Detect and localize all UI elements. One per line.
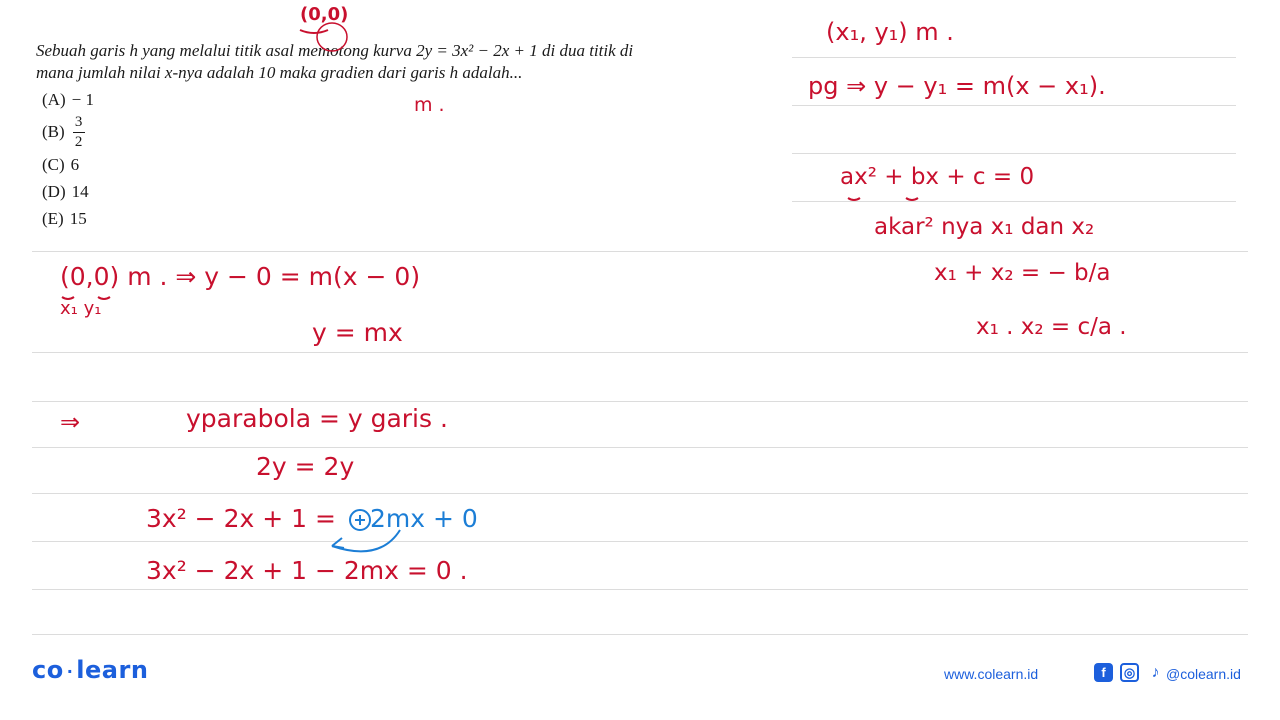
instagram-icon[interactable]: ◎ (1120, 663, 1139, 682)
ink-underline (848, 198, 918, 200)
hw-substitution: 3x² − 2x + 1 = (146, 504, 336, 533)
hw-sum-roots: x₁ + x₂ = − b/a (934, 260, 1111, 286)
hw-2y-equals-2y: 2y = 2y (256, 452, 355, 481)
hw-point-gradient: (x₁, y₁) m . (826, 18, 954, 46)
option-b: (B) $\frac{3}{2}$ (42, 113, 94, 151)
tiktok-icon[interactable]: ♪ (1151, 663, 1160, 681)
option-c: (C) 6 (42, 154, 80, 174)
question-line-2: mana jumlah nilai x-nya adalah 10 maka gradien dari garis h adalah... (36, 63, 523, 82)
hw-product-roots: x₁ . x₂ = c/a . (976, 314, 1127, 340)
fraction: $\frac{3}{2}$ (73, 115, 85, 150)
hw-implies: ⇒ (60, 408, 81, 436)
social-handle[interactable]: @colearn.id (1166, 666, 1241, 682)
question-line-1: Sebuah garis h yang melalui titik asal memotong kurva 2y = 3x² − 2x + 1 di dua titik di (36, 41, 634, 60)
ink-underline (62, 297, 110, 299)
hw-y-mx: y = mx (312, 318, 403, 347)
hw-m-note: m . (414, 94, 445, 116)
hw-roots: akar² nya x₁ dan x₂ (874, 214, 1095, 240)
website-link[interactable]: www.colearn.id (944, 666, 1039, 682)
facebook-icon[interactable]: f (1094, 663, 1113, 682)
hw-quadratic-form: ax² + bx + c = 0 (840, 164, 1035, 190)
colearn-logo: co · learn (32, 656, 149, 684)
hw-substitution-blue: 2mx + 0 (370, 504, 478, 533)
ink-arrow-head (332, 538, 344, 548)
ink-circle (317, 23, 347, 51)
hw-origin-line: (0,0) m . ⇒ y − 0 = m(x − 0) (60, 262, 421, 291)
hw-parabola-equals-line: yparabola = y garis . (186, 404, 448, 433)
ink-plus (355, 515, 365, 525)
option-e: (E) 15 (42, 208, 87, 228)
option-a: (A) − 1 (42, 89, 94, 109)
hw-top-note: (0,0) (300, 4, 349, 25)
hw-line-equation: pg ⇒ y − y₁ = m(x − x₁). (808, 72, 1106, 100)
hw-origin-sub: x₁ y₁ (60, 298, 102, 319)
hw-final-quadratic: 3x² − 2x + 1 − 2mx = 0 . (146, 556, 468, 585)
option-d: (D) 14 (42, 181, 89, 201)
ink-underline (300, 30, 328, 33)
